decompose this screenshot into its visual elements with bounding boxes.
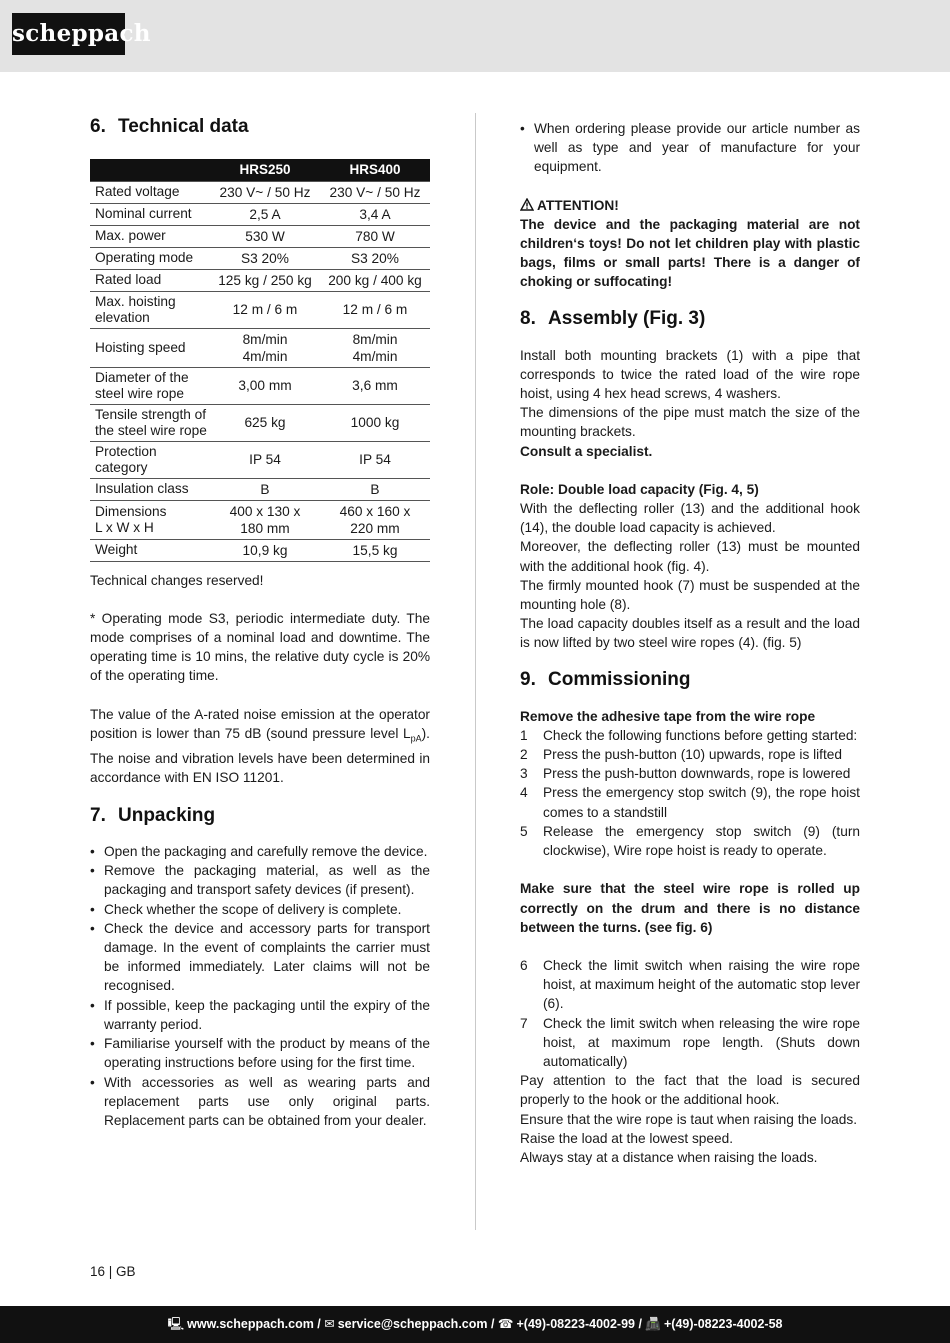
step-text: Check the limit switch when releasing the wire rope hoist, at maximum rope length. (Shuts down automatically) [543, 1015, 860, 1069]
table-row [90, 404, 430, 441]
noise-note: The value of the A-rated noise emission at the operator position is lower than 75 dB (sound pressure level $L_{pA}$). The noise and vibration levels have been determined in accordance with EN ISO 11201. [90, 706, 430, 785]
table-cell: 230 V~ / 50 Hz [210, 181, 320, 203]
unpacking-list [90, 842, 430, 1130]
list-item: • Check the device and accessory parts for transport damage. In the event of complaints the carrier must be informed immediately. Later claims will not be recognised. [90, 919, 430, 996]
table-row-label: Diameter of the steel wire rope [90, 367, 210, 404]
attention-text: The device and the packaging material are not children‘s toys! Do not let children play with plastic bags, films or small parts! There is a danger of choking or suffocating! [520, 216, 860, 290]
step-item [520, 822, 860, 860]
table-cell: IP 54 [320, 441, 430, 478]
table-row [90, 181, 430, 203]
limit-switch-steps [520, 956, 860, 1071]
table-cell: 12 m / 6 m [320, 291, 430, 328]
assembly-paragraph: The dimensions of the pipe must match the size of the mounting brackets. [520, 405, 860, 440]
table-cell: 230 V~ / 50 Hz [320, 181, 430, 203]
role-paragraph: The load capacity doubles itself as a result and the load is now lifted by two steel wire ropes (4). (fig. 5) [520, 616, 860, 651]
footer-web-link[interactable]: www.scheppach.com [187, 1317, 314, 1331]
table-row-label: Nominal current [90, 203, 210, 225]
table-cell: B [210, 478, 320, 500]
closing-paragraph: Raise the load at the lowest speed. [520, 1130, 734, 1146]
table-cell: 10,9 kg [210, 539, 320, 561]
table-cell: 460 x 160 x 220 mm [320, 500, 430, 539]
footer-email-link[interactable]: service@scheppach.com [337, 1317, 488, 1331]
list-item: • When ordering please provide our article number as well as type and year of manufacture for your equipment. [520, 119, 860, 177]
closing-paragraph: Pay attention to the fact that the load is secured properly to the hook or the additional hook. [520, 1073, 860, 1108]
table-cell: 2,5 A [210, 203, 320, 225]
section-6-heading: 6. Technical data [90, 116, 249, 137]
table-cell: S3 20% [210, 247, 320, 269]
table-row [90, 367, 430, 404]
table-row-label: Max. hoisting elevation [90, 291, 210, 328]
warning-icon [520, 198, 534, 211]
table-cell: 3,00 mm [210, 367, 320, 404]
table-cell: 3,6 mm [320, 367, 430, 404]
step-text: Press the push-button downwards, rope is lowered [543, 766, 851, 782]
table-row [90, 269, 430, 291]
phone-icon: ☎ [497, 1317, 514, 1331]
step-text: Press the push-button (10) upwards, rope is lifted [543, 747, 842, 763]
page-number: 16 | GB [90, 1264, 136, 1279]
table-row-label: Dimensions L x W x H [90, 500, 210, 539]
step-item [520, 726, 860, 745]
attention-title: ATTENTION! [520, 196, 860, 215]
footer-fax: +(49)-08223-4002-58 [664, 1317, 783, 1331]
list-item: • Open the packaging and carefully remove the device. [90, 842, 430, 861]
closing-paragraph: Always stay at a distance when raising the loads. [520, 1149, 818, 1165]
remove-tape-title: Remove the adhesive tape from the wire rope [520, 708, 816, 724]
step-text: Check the limit switch when raising the wire rope hoist, at maximum height of the automatic stop lever (6). [543, 957, 860, 1012]
table-cell: 400 x 130 x 180 mm [210, 500, 320, 539]
step-text: Check the following functions before getting started: [543, 727, 858, 743]
brand-logo: scheppach [12, 13, 125, 55]
table-header-cell [90, 159, 210, 181]
section-9-heading: 9. Commissioning [520, 668, 691, 690]
step-number: 1 [520, 727, 528, 743]
step-item [520, 1014, 860, 1072]
table-row-label: Rated voltage [90, 181, 210, 203]
role-paragraph: The firmly mounted hook (7) must be suspended at the mounting hole (8). [520, 577, 860, 613]
table-header-cell: HRS400 [320, 159, 430, 181]
step-item [520, 745, 860, 764]
table-row-label: Operating mode [90, 247, 210, 269]
table-cell: 1000 kg [320, 404, 430, 441]
list-item: • Check whether the scope of delivery is complete. [90, 900, 430, 919]
table-row-label: Hoisting speed [90, 328, 210, 367]
table-row [90, 441, 430, 478]
footer-bar: 🖳 www.scheppach.com / ✉ service@scheppach.com / ☎ +(49)-08223-4002-99 / 📠 +(49)-08223-4002-58 [0, 1306, 950, 1343]
table-cell: 12 m / 6 m [210, 291, 320, 328]
table-cell: 3,4 A [320, 203, 430, 225]
step-text: Press the emergency stop switch (9), the rope hoist comes to a standstill [543, 785, 860, 820]
changes-note: Technical changes reserved! [90, 572, 264, 588]
table-row [90, 291, 430, 328]
table-cell: 15,5 kg [320, 539, 430, 561]
table-cell: 530 W [210, 225, 320, 247]
step-text: Release the emergency stop switch (9) (turn clockwise), Wire rope hoist is ready to operate. [543, 823, 860, 859]
table-cell: 8m/min 4m/min [210, 328, 320, 367]
table-row [90, 225, 430, 247]
list-item: • Familiarise yourself with the product by means of the operating instructions before using for the first time. [90, 1034, 430, 1072]
list-item: • If possible, keep the packaging until the expiry of the warranty period. [90, 996, 430, 1034]
technical-data-table [90, 159, 430, 562]
section-7-heading: 7. Unpacking [90, 805, 216, 827]
fax-icon: 📠 [645, 1317, 661, 1331]
table-cell: 8m/min 4m/min [320, 328, 430, 367]
list-item: • Remove the packaging material, as well as the packaging and transport safety devices (if present). [90, 861, 430, 899]
step-number: 2 [520, 747, 528, 763]
step-number: 6 [520, 957, 528, 973]
operating-mode-note: * Operating mode S3, periodic intermediate duty. The mode comprises of a nominal load and downtime. The operating time is 10 mins, the relative duty cycle is 20% of the operating time. [90, 610, 430, 684]
table-row [90, 478, 430, 500]
section-8-heading: 8. Assembly (Fig. 3) [520, 307, 706, 329]
column-divider [475, 113, 476, 1230]
table-cell: 780 W [320, 225, 430, 247]
table-row-label: Weight [90, 539, 210, 561]
role-paragraph: Moreover, the deflecting roller (13) must be mounted with the additional hook (fig. 4). [520, 539, 860, 574]
commissioning-steps [520, 726, 860, 860]
left-column [90, 115, 430, 1130]
table-row [90, 247, 430, 269]
footer-phone: +(49)-08223-4002-99 [516, 1317, 635, 1331]
table-row-label: Rated load [90, 269, 210, 291]
computer-icon: 🖳 [167, 1317, 185, 1331]
order-info-list [520, 119, 860, 177]
table-header-cell: HRS250 [210, 159, 320, 181]
step-item [520, 956, 860, 1014]
table-cell: 200 kg / 400 kg [320, 269, 430, 291]
table-row [90, 539, 430, 561]
make-sure-note: Make sure that the steel wire rope is rolled up correctly on the drum and there is no distance between the turns. (see fig. 6) [520, 881, 860, 935]
step-item [520, 783, 860, 821]
step-number: 7 [520, 1015, 528, 1031]
table-row [90, 328, 430, 367]
closing-paragraph: Ensure that the wire rope is taut when raising the loads. [520, 1111, 858, 1127]
table-cell: 625 kg [210, 404, 320, 441]
table-cell: S3 20% [320, 247, 430, 269]
step-item [520, 764, 860, 783]
role-title: Role: Double load capacity (Fig. 4, 5) [520, 481, 759, 497]
role-paragraph: With the deflecting roller (13) and the additional hook (14), the double load capacity is achieved. [520, 501, 860, 536]
table-row-label: Protection category [90, 441, 210, 478]
step-number: 5 [520, 823, 528, 839]
table-header-row [90, 159, 430, 181]
assembly-paragraph: Install both mounting brackets (1) with a pipe that corresponds to twice the rated load of the wire rope hoist, using 4 hex head screws, 4 washers. [520, 347, 860, 402]
table-row-label: Insulation class [90, 478, 210, 500]
right-column [520, 119, 860, 1167]
list-item: • With accessories as well as wearing parts and replacement parts use only original parts. Replacement parts can be obtained from your dealer. [90, 1073, 430, 1131]
consult-note: Consult a specialist. [520, 443, 653, 459]
table-cell: B [320, 478, 430, 500]
mail-icon: ✉ [324, 1317, 335, 1331]
table-row-label: Tensile strength of the steel wire rope [90, 404, 210, 441]
table-cell: 125 kg / 250 kg [210, 269, 320, 291]
table-row [90, 500, 430, 539]
table-row [90, 203, 430, 225]
table-cell: IP 54 [210, 441, 320, 478]
table-row-label: Max. power [90, 225, 210, 247]
header-bar [0, 0, 950, 72]
step-number: 3 [520, 766, 528, 782]
step-number: 4 [520, 785, 528, 801]
